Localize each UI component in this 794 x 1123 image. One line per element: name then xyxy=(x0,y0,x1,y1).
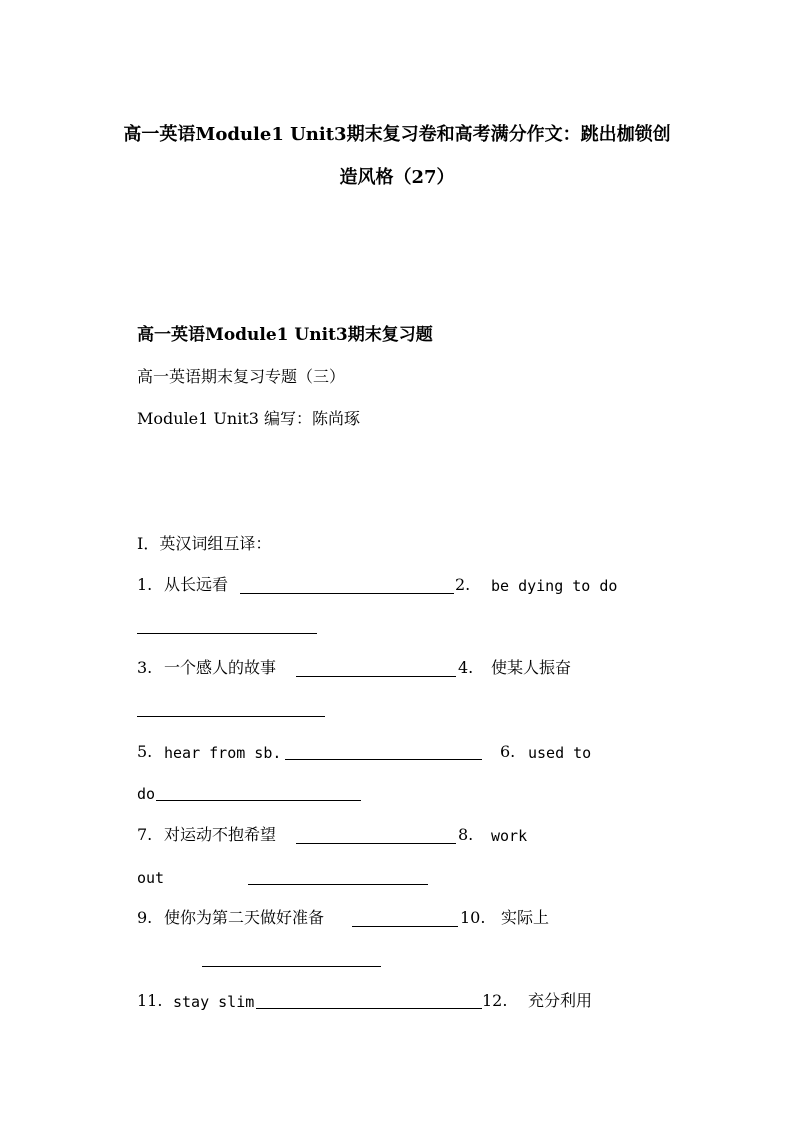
item-text: 使某人振奋 xyxy=(491,658,572,677)
answer-blank[interactable] xyxy=(296,843,456,844)
answer-blank[interactable] xyxy=(296,676,456,677)
answer-blank[interactable] xyxy=(137,716,325,717)
answer-blank[interactable] xyxy=(256,1008,482,1009)
item-text: be dying to do xyxy=(491,577,618,595)
answer-blank[interactable] xyxy=(156,800,361,801)
item-number: 9. xyxy=(137,908,153,927)
item-number: 8. xyxy=(458,825,474,844)
answer-blank[interactable] xyxy=(352,926,458,927)
part-heading: I．英汉词组互译： xyxy=(137,534,272,553)
answer-blank[interactable] xyxy=(285,759,482,760)
item-text-continuation: do xyxy=(137,785,156,803)
item-number: 10. xyxy=(460,908,486,927)
item-text: used to xyxy=(528,744,592,762)
item-number: 7. xyxy=(137,825,153,844)
subheading: 高一英语期末复习专题（三） xyxy=(137,367,346,386)
answer-blank[interactable] xyxy=(137,633,317,634)
item-number: 2. xyxy=(455,575,471,594)
document-title-line-1: 高一英语Module1 Unit3期末复习卷和高考满分作文：跳出枷锁创 xyxy=(123,124,671,145)
item-number: 6. xyxy=(500,742,516,761)
item-text: stay slim xyxy=(173,993,255,1011)
item-number: 12. xyxy=(482,991,508,1010)
item-text: hear from sb. xyxy=(164,744,282,762)
item-text: work xyxy=(491,827,528,845)
item-text: 充分利用 xyxy=(528,991,593,1010)
answer-blank[interactable] xyxy=(202,966,381,967)
item-text: 从长远看 xyxy=(164,575,229,594)
answer-blank[interactable] xyxy=(248,884,428,885)
item-text-continuation: out xyxy=(137,869,165,887)
author-line: Module1 Unit3 编写：陈尚琢 xyxy=(137,409,361,428)
item-number: 1. xyxy=(137,575,153,594)
item-text: 对运动不抱希望 xyxy=(164,825,277,844)
item-text: 使你为第二天做好准备 xyxy=(164,908,325,927)
item-number: 4. xyxy=(458,658,474,677)
document-title-line-2: 造风格（27） xyxy=(339,167,455,188)
item-number: 3. xyxy=(137,658,153,677)
item-number: 5. xyxy=(137,742,153,761)
section-heading: 高一英语Module1 Unit3期末复习题 xyxy=(137,325,433,345)
item-number: 11. xyxy=(137,991,163,1010)
item-text: 实际上 xyxy=(501,908,550,927)
item-text: 一个感人的故事 xyxy=(164,658,277,677)
answer-blank[interactable] xyxy=(240,593,454,594)
